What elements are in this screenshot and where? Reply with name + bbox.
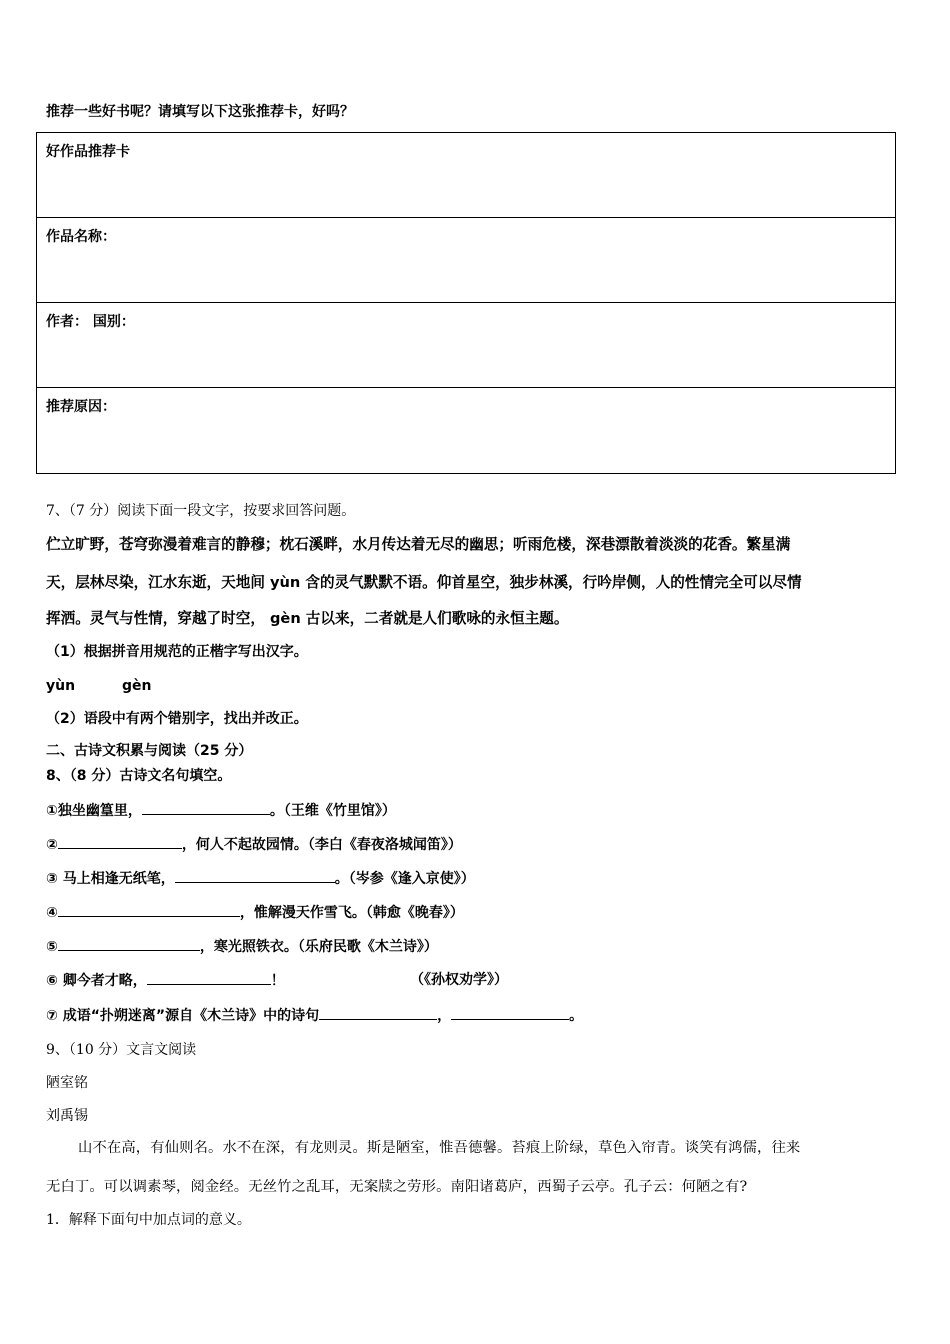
- q9-sub-question-1: 1．解释下面句中加点词的意义。: [46, 1212, 251, 1228]
- essay-author: 刘禹锡: [46, 1108, 88, 1124]
- answer-blank-2[interactable]: [58, 834, 182, 849]
- intro-text: 推荐一些好书呢？请填写以下这张推荐卡，好吗？: [46, 104, 354, 120]
- answer-blank-1[interactable]: [142, 800, 270, 815]
- q9-header: 9、（10 分）文言文阅读: [46, 1042, 197, 1058]
- answer-blank-3[interactable]: [175, 868, 335, 883]
- answer-blank-7b[interactable]: [451, 1005, 569, 1020]
- section-2-heading: 二、古诗文积累与阅读（25 分）: [46, 743, 253, 759]
- answer-blank-7a[interactable]: [319, 1005, 437, 1020]
- essay-text-line-2: 无白丁。可以调素琴，阅金经。无丝竹之乱耳，无案牍之劳形。南阳诸葛庐，西蜀子云亭。孔子云：何陋之有?: [46, 1179, 748, 1195]
- pinyin-gen: gèn: [122, 678, 152, 694]
- q7-passage-line-2: 天，层林尽染，江水东逝，天地间 yùn 含的灵气默默不语。仰首星空，独步林溪，行吟岸侧，人的性情完全可以尽情: [46, 574, 802, 591]
- recommendation-card: [36, 132, 896, 474]
- q7-header: 7、（7 分）阅读下面一段文字，按要求回答问题。: [46, 503, 356, 519]
- q8-line-5: ⑤ ，寒光照铁衣。（乐府民歌《木兰诗》）: [46, 936, 438, 957]
- q8-header: 8、（8 分）古诗文名句填空。: [46, 768, 232, 784]
- q8-line-6-source: （《孙权劝学》）: [410, 972, 508, 988]
- q8-line-2: ② ，何人不起故园情。（李白《春夜洛城闻笛》）: [46, 834, 462, 855]
- card-author-field: 作者： 国别：: [37, 303, 896, 388]
- q8-line-7: ⑦ 成语“扑朔迷离”源自《木兰诗》中的诗句 ， 。: [46, 1005, 583, 1026]
- q7-sub-question-2: （2）语段中有两个错别字，找出并改正。: [46, 711, 308, 727]
- q8-line-4: ④ ，惟解漫天作雪飞。（韩愈《晚春》）: [46, 902, 464, 923]
- answer-blank-6[interactable]: [147, 970, 271, 985]
- card-name-field: 作品名称：: [37, 218, 896, 303]
- q8-line-1: ①独坐幽篁里， 。（王维《竹里馆》）: [46, 800, 396, 821]
- essay-title: 陋室铭: [46, 1075, 88, 1091]
- q7-passage-line-3: 挥洒。灵气与性情，穿越了时空， gèn 古以来，二者就是人们歌咏的永恒主题。: [46, 610, 569, 627]
- card-reason-field: 推荐原因：: [37, 388, 896, 474]
- pinyin-yun: yùn: [46, 678, 76, 694]
- card-title: 好作品推荐卡: [37, 133, 896, 218]
- q7-passage-line-1: 伫立旷野，苍穹弥漫着难言的静穆；枕石溪畔，水月传达着无尽的幽思；听雨危楼，深巷漂散着淡淡的花香。繁星满: [46, 536, 791, 553]
- answer-blank-5[interactable]: [58, 936, 200, 951]
- essay-text-line-1: 山不在高，有仙则名。水不在深，有龙则灵。斯是陋室，惟吾德馨。苔痕上阶绿，草色入帘青。谈笑有鸿儒，往来: [78, 1140, 801, 1156]
- q8-line-6: ⑥ 卿今者才略， ！: [46, 970, 285, 991]
- q7-sub-question-1: （1）根据拼音用规范的正楷字写出汉字。: [46, 644, 308, 660]
- q8-line-3: ③ 马上相逢无纸笔， 。（岑参《逢入京使》）: [46, 868, 475, 889]
- answer-blank-4[interactable]: [58, 902, 240, 917]
